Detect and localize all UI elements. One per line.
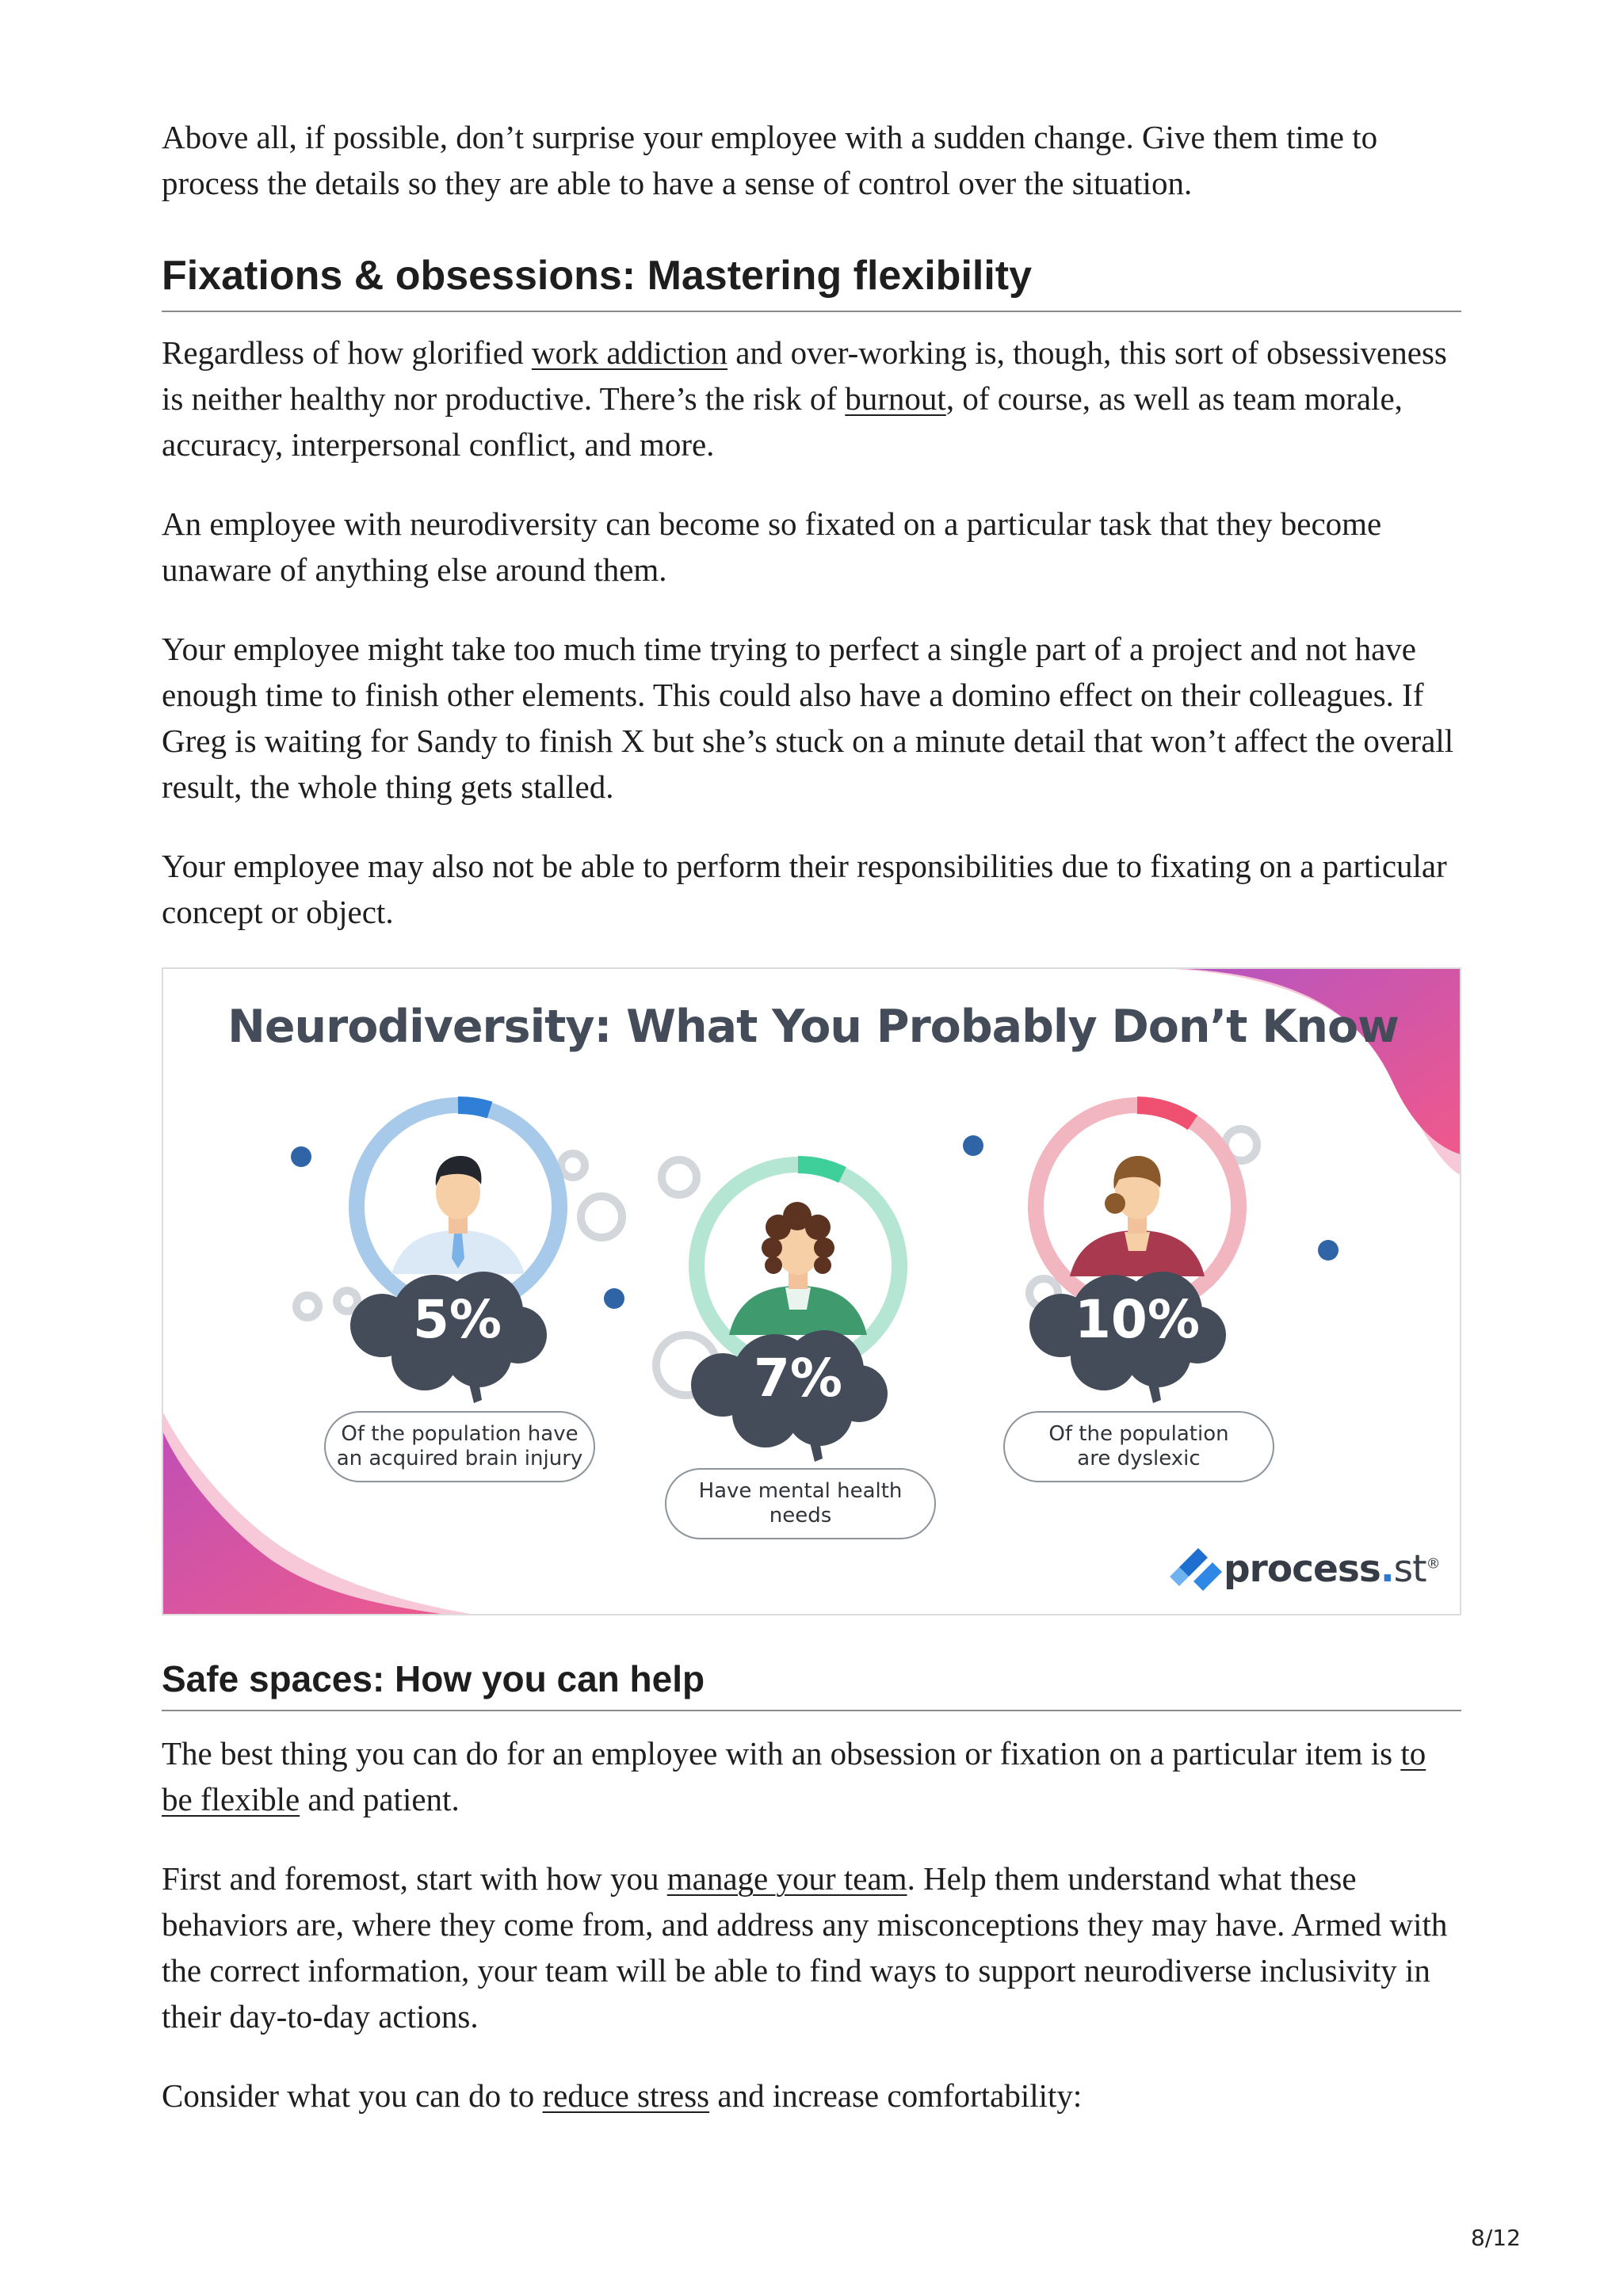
section1-paragraph-2: An employee with neurodiversity can become so fixated on a particular task that they become unaware of anything else around them. <box>162 505 1382 588</box>
stat-value-7: 7% <box>753 1348 843 1409</box>
brand-wordmark <box>1224 1547 1440 1591</box>
hair-bun <box>1105 1193 1125 1214</box>
stat-10-figure <box>1036 1105 1239 1308</box>
decor-dot <box>604 1288 624 1309</box>
section-heading-fixations: Fixations & obsessions: Mastering flexibility <box>162 252 1461 312</box>
page-number: 8/12 <box>1471 2225 1521 2251</box>
brand-tld: st <box>1393 1547 1426 1591</box>
brand-registered-mark: ® <box>1426 1555 1440 1573</box>
infographic-title: Neurodiversity: What You Probably Don’t Know <box>227 1001 1399 1053</box>
section2-paragraph-2 <box>162 1855 1461 2039</box>
stat-caption-7: Have mental health needs <box>665 1468 936 1539</box>
wave-top-right <box>1186 969 1461 1155</box>
ring-accent <box>798 1165 842 1175</box>
text-span: . Help them understand what these behaviors are, where they come from, and address any misconceptions they may have. Armed with the correct information, your team will be able to find ways to support neurodiverse inclusivity in their day-to-day actions. <box>162 1860 1448 2035</box>
link-to-be-flexible[interactable]: to be flexible <box>162 1735 1426 1817</box>
link-reduce-stress[interactable]: reduce stress <box>542 2077 710 2114</box>
stat-value-10: 10% <box>1075 1289 1200 1350</box>
link-manage-your-team[interactable]: manage your team <box>666 1860 907 1897</box>
stat-caption-5: Of the population have an acquired brain injury <box>324 1411 595 1482</box>
section1-paragraph-4: Your employee may also not be able to perform their responsibilities due to fixating on a particular concept or object. <box>162 848 1447 930</box>
brand-dot: . <box>1380 1547 1394 1591</box>
section1-paragraph-1 <box>162 330 1461 467</box>
text-span: The best thing you can do for an employee with an obsession or fixation on a particular item is <box>162 1735 1401 1772</box>
text-span: Consider what you can do to <box>162 2077 543 2114</box>
decor-dot <box>291 1146 311 1167</box>
text-span: First and foremost, start with how you <box>162 1860 667 1897</box>
link-burnout[interactable]: burnout <box>845 380 946 417</box>
neurodiversity-infographic <box>162 967 1461 1615</box>
decor-dot <box>1318 1240 1338 1261</box>
stat-7-figure <box>697 1165 899 1367</box>
text-span: , of course, as well as team morale, accuracy, interpersonal conflict, and more. <box>162 380 1403 463</box>
process-st-logo-icon <box>1170 1548 1222 1591</box>
stat-5-figure <box>357 1105 559 1308</box>
intro-paragraph: Above all, if possible, don’t surprise your employee with a sudden change. Give them time to process the details so they are able to have a sense of control over the situation. <box>162 119 1378 201</box>
link-work-addiction[interactable]: work addiction <box>531 334 727 371</box>
section-heading-safe-spaces: Safe spaces: How you can help <box>162 1657 1461 1711</box>
section2-paragraph-3 <box>162 2073 1461 2119</box>
section1-paragraph-3: Your employee might take too much time trying to perfect a single part of a project and not have enough time to finish other elements. This could also have a domino effect on their colleagues. If Greg is waiting for Sandy to finish X but she’s stuck on a minute detail that won’t affect the overall result, the whole thing gets stalled. <box>162 631 1454 805</box>
text-span: and increase comfortability: <box>709 2077 1083 2114</box>
brand-name: process <box>1224 1547 1381 1591</box>
ring-accent <box>458 1105 490 1110</box>
text-span: Regardless of how glorified <box>162 334 532 371</box>
section2-paragraph-1 <box>162 1730 1461 1822</box>
ring-accent <box>1137 1105 1193 1123</box>
text-span: and over-working is, though, this sort of obsessiveness is neither healthy nor productive. There’s the risk of <box>162 334 1447 417</box>
collar <box>785 1287 811 1310</box>
decor-dot <box>963 1135 983 1156</box>
stat-caption-10: Of the population are dyslexic <box>1003 1411 1274 1482</box>
collar <box>1125 1232 1150 1251</box>
stat-value-5: 5% <box>412 1289 502 1350</box>
text-span: and patient. <box>300 1781 460 1817</box>
